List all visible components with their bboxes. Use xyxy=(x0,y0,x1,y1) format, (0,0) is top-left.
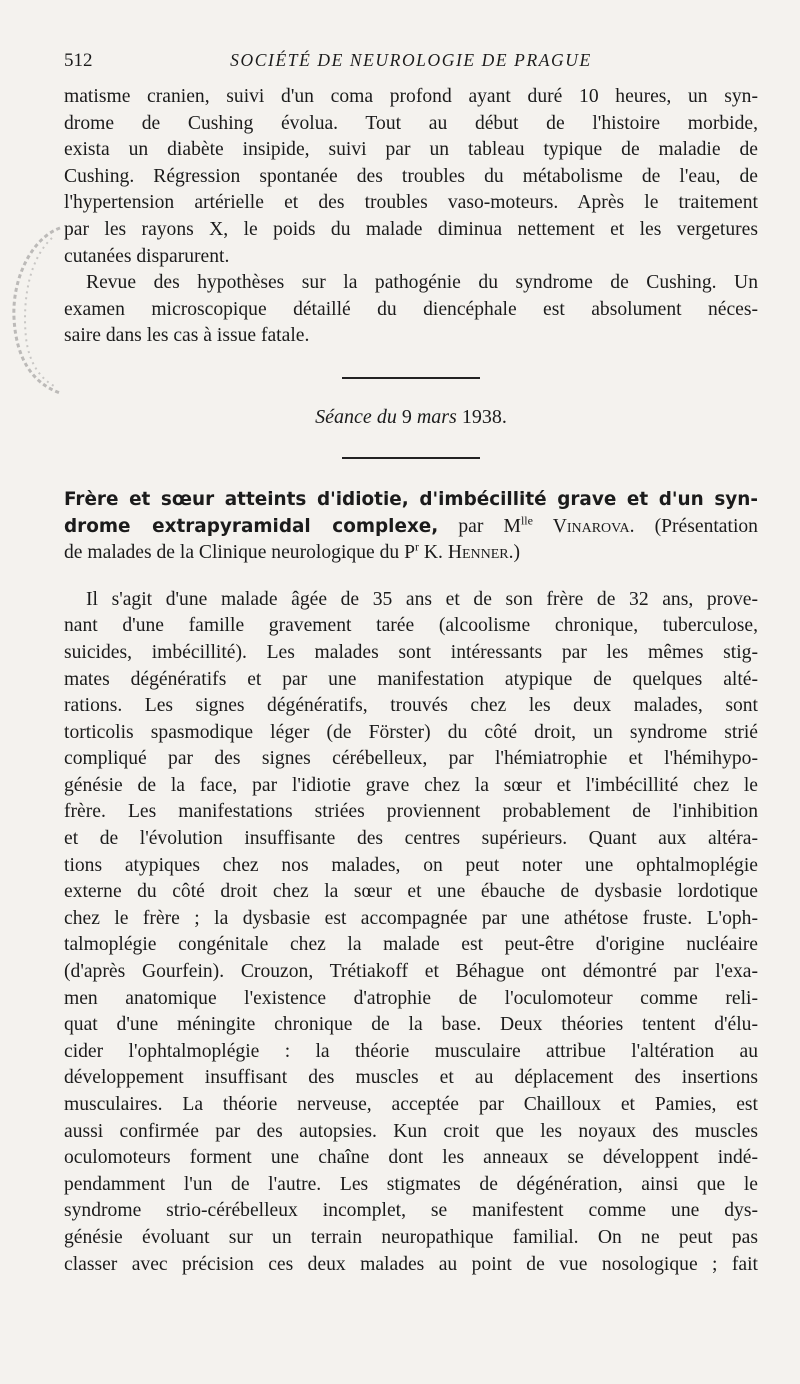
article-title: Frère et sœur atteints d'idiotie, d'imbécillité grave et d'un syn- drome extrapyramidal complexe, par $M^{lle}$ Vinarova. (Présentation de malades de la Clinique neurologique du $P^r$ K. Henner.) xyxy=(64,488,758,564)
text-line: compliqué par des signes cérébelleux, par l'hémiatrophie et l'hémihypo- xyxy=(64,748,758,770)
text-line: tions atypiques chez nos malades, on peut noter une ophtalmoplégie xyxy=(64,854,758,876)
text-line: mates dégénératifs et par une manifestation atypique de quelques alté- xyxy=(64,668,758,690)
text-line: musculaires. La théorie nerveuse, acceptée par Chailloux et Pamies, est xyxy=(64,1094,758,1115)
article-title-line: drome extrapyramidal complexe, xyxy=(64,515,439,537)
text-line: frère. Les manifestations striées proviennent probablement de l'inhibition xyxy=(64,801,758,823)
text-line: génésie de la face, par l'idiotie grave chez la sœur et l'imbécillité chez le xyxy=(64,774,758,796)
running-title: SOCIÉTÉ DE NEUROLOGIE DE PRAGUE xyxy=(230,50,592,70)
text-line: drome de Cushing évolua. Tout au début de l'histoire morbide, xyxy=(64,112,758,134)
page-header xyxy=(64,44,758,78)
text-line: génésie évoluant sur un terrain neuropathique familial. On ne peut pas xyxy=(64,1226,758,1248)
text-line: Cushing. Régression spontanée des troubles du métabolisme de l'eau, de xyxy=(64,165,758,187)
text-line: et de l'évolution insuffisante des centres supérieurs. Quant aux altéra- xyxy=(64,828,758,850)
text-line: quat d'une méningite chronique de la base. Deux théories tentent d'élu- xyxy=(64,1014,758,1036)
text-line: men anatomique l'existence d'atrophie de l'oculomoteur comme reli- xyxy=(64,987,758,1009)
text-line: externe du côté droit chez la sœur et une ébauche de dysbasie lordotique xyxy=(64,881,758,903)
section-divider-top xyxy=(342,377,480,379)
text-line: par les rayons X, le poids du malade diminua nettement et les vergetures xyxy=(64,218,758,240)
text-line: talmoplégie congénitale chez la malade est peut-être d'origine nucléaire xyxy=(64,934,758,956)
text-line: Revue des hypothèses sur la pathogénie du syndrome de Cushing. Un xyxy=(86,272,758,294)
text-line: rations. Les signes dégénératifs, trouvés chez les deux malades, sont xyxy=(64,695,758,717)
session-heading: Séance du 9 mars 1938. xyxy=(315,405,507,428)
text-line: pendamment l'un de l'autre. Les stigmates de dégénération, ainsi que le xyxy=(64,1173,758,1195)
page-number: 512 xyxy=(64,50,93,71)
text-line: cutanées disparurent. xyxy=(64,245,230,267)
author-name: Vinarova xyxy=(532,515,630,537)
text-line: (d'après Gourfein). Crouzon, Trétiakoff et Béhague ont démontré par l'exa- xyxy=(64,961,758,983)
text-line: Il s'agit d'une malade âgée de 35 ans et de son frère de 32 ans, prove- xyxy=(86,588,758,610)
text-line: exista un diabète insipide, suivi par un tableau typique de maladie de xyxy=(64,139,758,161)
body-paragraph xyxy=(64,587,758,1278)
text-line: développement insuffisant des muscles et au déplacement des insertions xyxy=(64,1067,758,1089)
library-stamp-mark xyxy=(2,218,64,398)
section-divider-bottom xyxy=(342,457,480,459)
text-line: l'hypertension artérielle et des troubles vaso-moteurs. Après le traitement xyxy=(64,192,758,214)
text-line: nant d'une famille gravement tarée (alcoolisme chronique, tuberculose, xyxy=(64,615,758,637)
text-line: torticolis spasmodique léger (de Förster) du côté droit, un syndrome strié xyxy=(64,721,758,743)
text-line: matisme cranien, suivi d'un coma profond ayant duré 10 heures, un syn- xyxy=(64,86,758,107)
intro-paragraph xyxy=(64,84,758,270)
professor-name: K. Henner xyxy=(418,542,509,564)
text-line: aussi confirmée par des autopsies. Kun croit que les noyaux des muscles xyxy=(64,1120,758,1142)
text-line: chez le frère ; la dysbasie est accompagnée par une athétose fruste. L'oph- xyxy=(64,907,758,929)
text-line: oculomoteurs forment une chaîne dont les anneaux se développent indé- xyxy=(64,1147,758,1169)
text-line: syndrome strio-cérébelleux incomplet, se manifestent comme une dys- xyxy=(64,1200,758,1222)
document-page xyxy=(64,44,758,1278)
text-line: examen microscopique détaillé du diencéphale est absolument néces- xyxy=(64,298,758,320)
review-paragraph xyxy=(64,270,758,350)
text-line: cider l'ophtalmoplégie : la théorie musculaire attribue l'altération au xyxy=(64,1040,758,1062)
text-line: classer avec précision ces deux malades au point de vue nosologique ; fait xyxy=(64,1253,758,1275)
article-title-line: Frère et sœur atteints d'idiotie, d'imbécillité grave et d'un syn- xyxy=(64,488,758,510)
text-line: suicides, imbécillité). Les malades sont intéressants par les mêmes stig- xyxy=(64,641,758,663)
text-line: saire dans les cas à issue fatale. xyxy=(64,325,310,347)
